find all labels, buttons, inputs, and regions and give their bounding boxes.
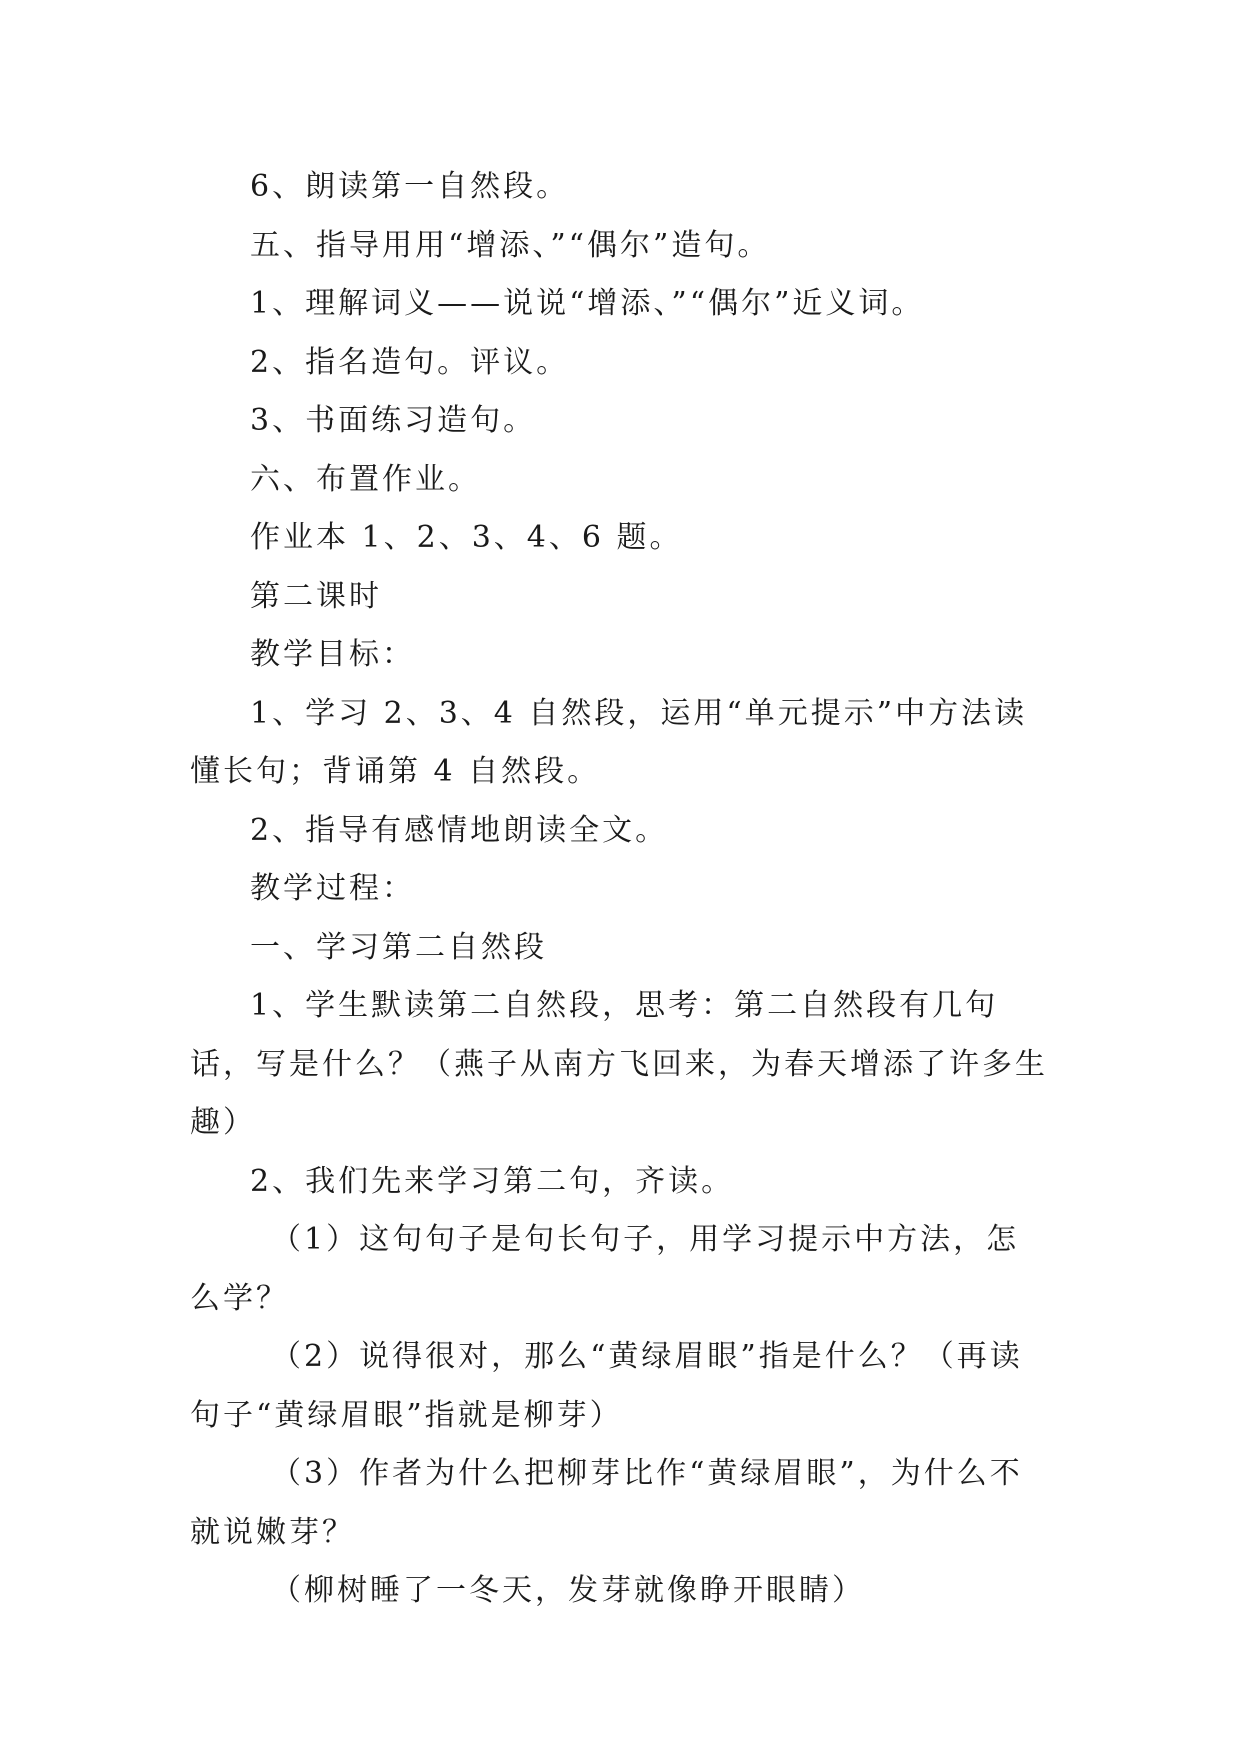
paragraph: （1）这句句子是句长句子，用学习提示中方法，怎么学？ (190, 1222, 1020, 1316)
paragraph: 2、指名造句。评议。 (250, 344, 570, 380)
document-body (190, 158, 1050, 1621)
paragraph: 1、学习 2、3、4 自然段，运用“单元提示”中方法读懂长句；背诵第 4 自然段。 (190, 695, 1028, 789)
paragraph: 2、我们先来学习第二句，齐读。 (250, 1163, 735, 1199)
paragraph: 6、朗读第一自然段。 (250, 169, 570, 204)
paragraph: 1、理解词义——说说“增添、”“偶尔”近义词。 (250, 286, 925, 321)
paragraph: 一、学习第二自然段 (250, 929, 547, 965)
paragraph: 1、学生默读第二自然段，思考：第二自然段有几句话，写是什么？（燕子从南方飞回来，为春天增添了许多生趣） (190, 988, 1048, 1140)
paragraph: （2）说得很对，那么“黄绿眉眼”指是什么？（再读句子“黄绿眉眼”指就是柳芽） (190, 1339, 1023, 1433)
paragraph: 教学过程： (250, 871, 415, 906)
paragraph: 五、指导用用“增添、”“偶尔”造句。 (250, 227, 771, 263)
paragraph: 2、指导有感情地朗读全文。 (250, 812, 669, 848)
paragraph: 六、布置作业。 (250, 461, 481, 497)
paragraph: 3、书面练习造句。 (250, 403, 537, 438)
section-heading: 第二课时 (250, 578, 382, 614)
paragraph: 作业本 1、2、3、4、6 题。 (250, 520, 683, 555)
paragraph: （3）作者为什么把柳芽比作“黄绿眉眼”，为什么不就说嫩芽？ (190, 1456, 1023, 1550)
paragraph: （柳树睡了一冬天，发芽就像睁开眼睛） (271, 1573, 865, 1608)
paragraph: 教学目标： (250, 637, 415, 672)
